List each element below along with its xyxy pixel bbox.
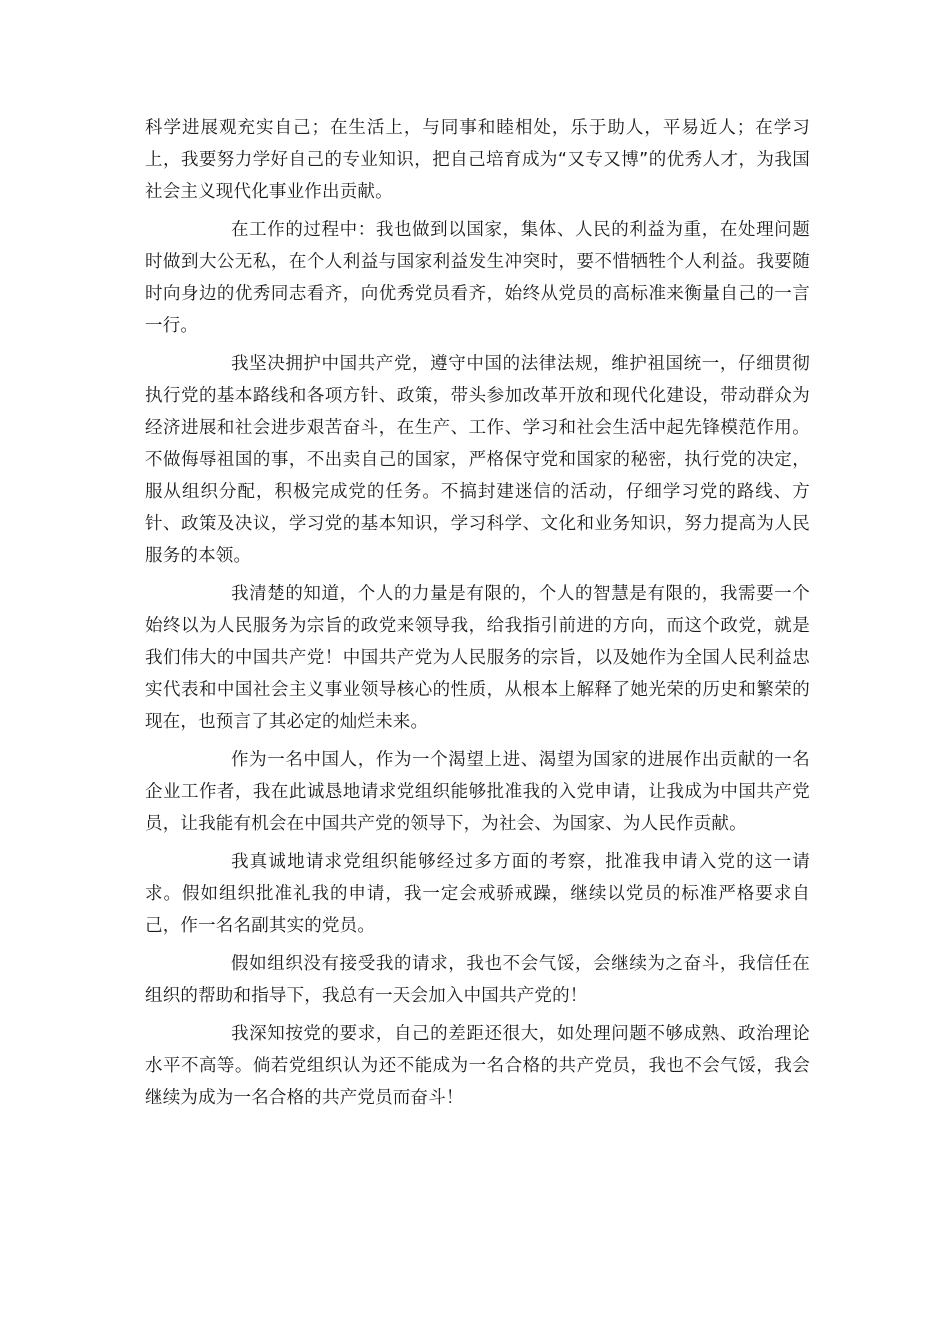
document-body <box>145 112 810 1120</box>
paragraph-request: 作为一名中国人，作为一个渴望上进、渴望为国家的进展作出贡献的一名企业工作者，我在此诚恳地请求党组织能够批准我的入党申请，让我成为中国共产党员，让我能有机会在中国共产党的领导下，为社会、为国家、为人民作贡献。 <box>145 750 810 834</box>
paragraph-continuation: 科学进展观充实自己；在生活上，与同事和睦相处，乐于助人，平易近人；在学习上，我要努力学好自己的专业知识，把自己培育成为“又专又博”的优秀人才，为我国社会主义现代化事业作出贡献。 <box>145 118 810 202</box>
paragraph-self-assessment: 我深知按党的要求，自己的差距还很大，如处理问题不够成熟、政治理论水平不高等。倘若党组织认为还不能成为一名合格的共产党员，我也不会气馁，我会继续为成为一名合格的共产党员而奋斗！ <box>145 1024 810 1108</box>
paragraph-sincere-request: 我真诚地请求党组织能够经过多方面的考察，批准我申请入党的这一请求。假如组织批准礼我的申请，我一定会戒骄戒躁，继续以党员的标准严格要求自己，作一名名副其实的党员。 <box>145 852 810 936</box>
paragraph-support-party: 我坚决拥护中国共产党，遵守中国的法律法规，维护祖国统一，仔细贯彻执行党的基本路线和各项方针、政策，带头参加改革开放和现代化建设，带动群众为经济进展和社会进步艰苦奋斗，在生产、工作、学习和社会生活中起先锋模范作用。不做侮辱祖国的事，不出卖自己的国家，严格保守党和国家的秘密，执行党的决定，服从组织分配，积极完成党的任务。不搞封建迷信的活动，仔细学习党的路线、方针、政策及决议，学习党的基本知识，学习科学、文化和业务知识，努力提高为人民服务的本领。 <box>145 354 810 566</box>
paragraph-understanding: 我清楚的知道，个人的力量是有限的，个人的智慧是有限的，我需要一个始终以为人民服务为宗旨的政党来领导我，给我指引前进的方向，而这个政党，就是我们伟大的中国共产党！中国共产党为人民服务的宗旨，以及她作为全国人民利益忠实代表和中国社会主义事业领导核心的性质，从根本上解释了她光荣的历史和繁荣的现在，也预言了其必定的灿烂未来。 <box>145 584 810 732</box>
paragraph-if-not-accepted: 假如组织没有接受我的请求，我也不会气馁，会继续为之奋斗，我信任在组织的帮助和指导下，我总有一天会加入中国共产党的！ <box>145 954 810 1006</box>
paragraph-work-process: 在工作的过程中：我也做到以国家，集体、人民的利益为重，在处理问题时做到大公无私，在个人利益与国家利益发生冲突时，要不惜牺牲个人利益。我要随时向身边的优秀同志看齐，向优秀党员看齐，始终从党员的高标准来衡量自己的一言一行。 <box>145 220 810 336</box>
